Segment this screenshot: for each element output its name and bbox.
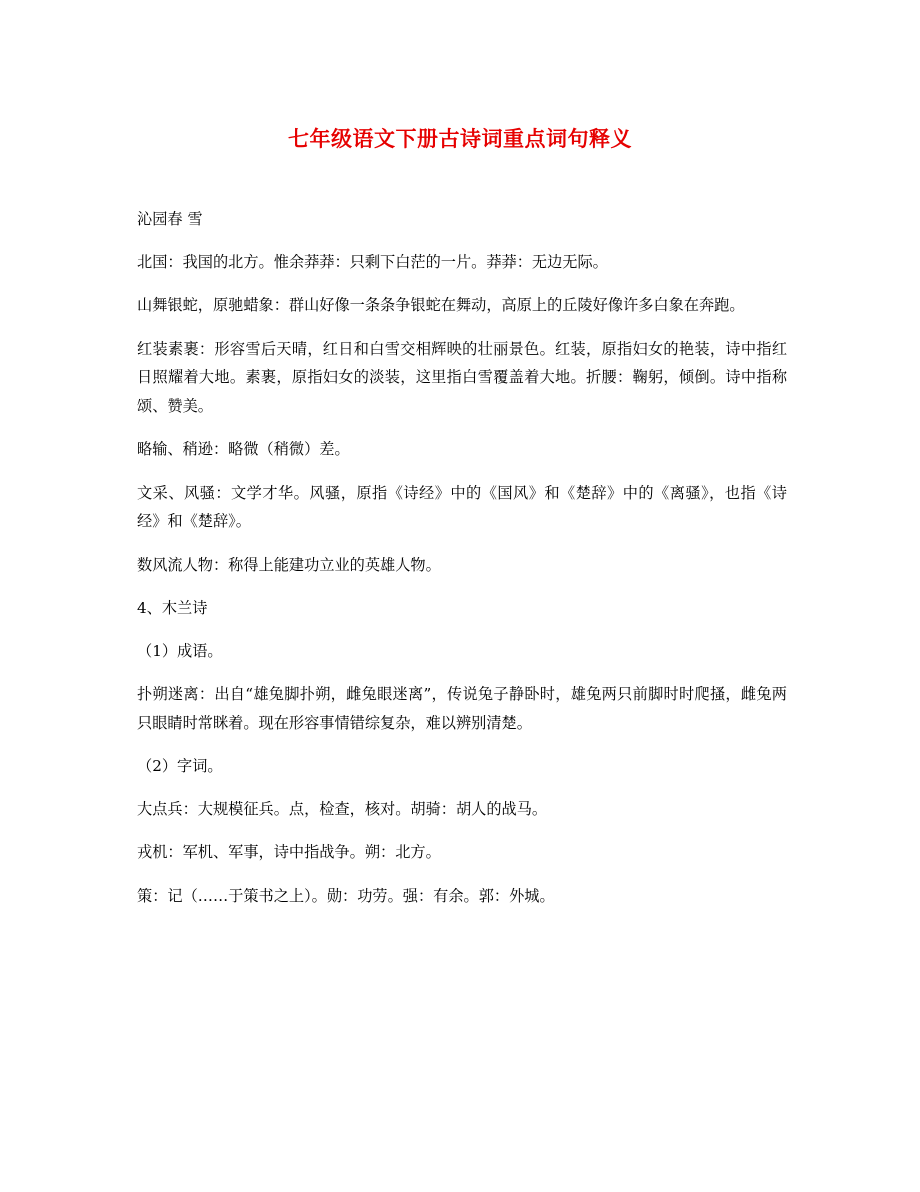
paragraph-shanwu-yinshe: 山舞银蛇，原驰蜡象：群山好像一条条争银蛇在舞动，高原上的丘陵好像许多白象在奔跑。 <box>137 296 745 315</box>
paragraph-lueshu-shaoxun: 略输、稍逊：略微（稍微）差。 <box>137 440 350 459</box>
document-body <box>137 205 787 925</box>
paragraph-beiguo: 北国：我国的北方。惟余莽莽：只剩下白茫的一片。莽莽：无边无际。 <box>137 253 608 272</box>
paragraph-da-dianbing: 大点兵：大规模征兵。点，检查，核对。胡骑：胡人的战马。 <box>137 800 548 819</box>
subheading-chengyu: （1）成语。 <box>137 641 223 660</box>
paragraph-shu-fengliu-renwu: 数风流人物：称得上能建功立业的英雄人物。 <box>137 555 441 574</box>
subheading-zici: （2）字词。 <box>137 757 223 776</box>
paragraph-pushuo-mili: 扑朔迷离：出自“雄兔脚扑朔，雌兔眼迷离”，传说兔子静卧时，雄兔两只前脚时时爬搔，雌兔两只眼睛时常眯着。现在形容事情错综复杂，难以辨别清楚。 <box>137 685 787 732</box>
section-heading-mulanshi: 4、木兰诗 <box>137 598 208 617</box>
paragraph-hongzhuang-suguo: 红装素裹：形容雪后天晴，红日和白雪交相辉映的壮丽景色。红装，原指妇女的艳装，诗中指红日照耀着大地。素裹，原指妇女的淡装，这里指白雪覆盖着大地。折腰：鞠躬，倾倒。诗中指称颂、赞美。 <box>137 339 787 416</box>
paragraph-wencai-fengsao: 文采、风骚：文学才华。风骚，原指《诗经》中的《国风》和《楚辞》中的《离骚》，也指《诗经》和《楚辞》。 <box>137 483 787 531</box>
paragraph-rongji: 戎机：军机、军事，诗中指战争。朔：北方。 <box>137 843 441 862</box>
document-title: 七年级语文下册古诗词重点词句释义 <box>288 126 632 151</box>
paragraph-ce: 策：记（……于策书之上）。勋：功劳。强：有余。郭：外城。 <box>137 886 555 905</box>
section-heading-qinyuanchun: 沁园春 雪 <box>137 210 203 228</box>
